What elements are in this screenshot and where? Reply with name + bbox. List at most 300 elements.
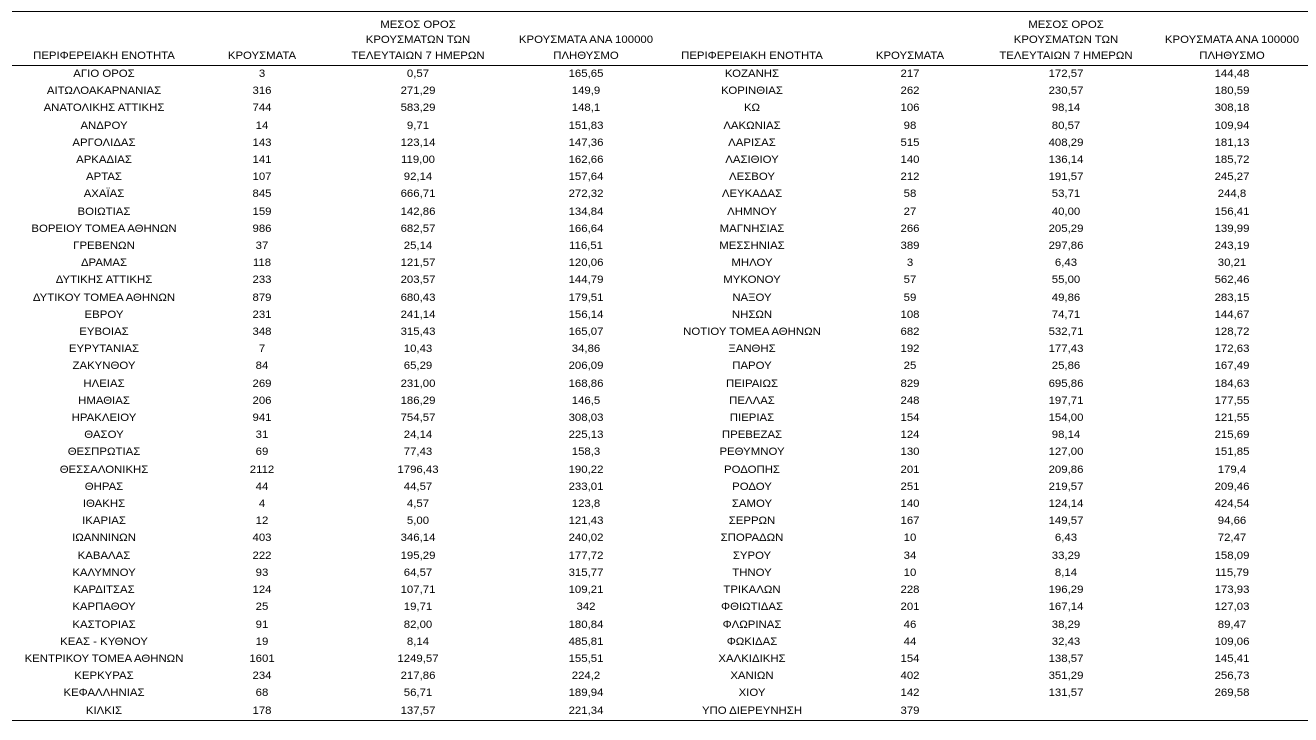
header-avg7-text: ΜΕΣΟΣ ΟΡΟΣ ΚΡΟΥΣΜΑΤΩΝ ΤΩΝ ΤΕΛΕΥΤΑΙΩΝ 7 ΗΜΕΡΩΝ xyxy=(999,18,1133,62)
cell-avg7: 64,57 xyxy=(403,566,433,579)
cell-region: ΧΑΛΚΙΔΙΚΗΣ xyxy=(718,652,786,665)
cell-per100k: 244,8 xyxy=(1217,188,1247,201)
table-row xyxy=(12,255,664,272)
cell-avg7: 0,57 xyxy=(406,68,430,80)
cell-region: ΕΥΒΟΙΑΣ xyxy=(79,326,129,339)
cell-per100k: 116,51 xyxy=(569,240,603,253)
cell-per100k: 166,64 xyxy=(568,222,604,235)
cell-cases: 178 xyxy=(252,704,272,717)
table-row xyxy=(660,496,1308,513)
cell-per100k: 168,86 xyxy=(568,377,604,390)
cell-region: ΝΑΞΟΥ xyxy=(732,291,772,304)
cell-region: ΤΗΝΟΥ xyxy=(732,566,772,579)
cell-region: ΜΕΣΣΗΝΙΑΣ xyxy=(719,240,785,253)
table-row xyxy=(12,100,664,117)
left-cases-table xyxy=(12,11,664,721)
cell-cases: 12 xyxy=(255,515,269,528)
table-row xyxy=(12,341,664,358)
cell-region: ΕΥΡΥΤΑΝΙΑΣ xyxy=(68,343,140,356)
cell-region: ΠΙΕΡΙΑΣ xyxy=(729,412,775,425)
cell-region: ΗΜΑΘΙΑΣ xyxy=(78,394,130,407)
cell-cases: 192 xyxy=(900,343,920,356)
cell-region: ΚΑΣΤΟΡΙΑΣ xyxy=(72,618,136,631)
cell-region: ΧΙΟΥ xyxy=(738,687,766,700)
cell-region: ΝΗΣΩΝ xyxy=(731,308,773,321)
cell-region: ΚΑΛΥΜΝΟΥ xyxy=(72,566,136,579)
cell-cases: 316 xyxy=(252,85,272,98)
cell-avg7: 186,29 xyxy=(400,394,436,407)
cell-avg7: 49,86 xyxy=(1051,291,1081,304)
table-row xyxy=(660,444,1308,461)
cell-avg7: 191,57 xyxy=(1048,171,1084,184)
cell-per100k: 120,06 xyxy=(568,257,604,270)
cell-cases: 3 xyxy=(906,257,914,270)
cell-region: ΛΑΚΩΝΙΑΣ xyxy=(723,119,781,132)
cell-per100k: 562,46 xyxy=(1214,274,1250,287)
cell-region: ΚΑΡΠΑΘΟΥ xyxy=(72,601,136,614)
table-row xyxy=(660,186,1308,203)
cell-region: ΘΕΣΠΡΩΤΙΑΣ xyxy=(67,446,141,459)
cell-cases: 941 xyxy=(252,412,272,425)
header-avg7 xyxy=(976,12,1156,66)
cell-per100k: 30,21 xyxy=(1217,257,1247,270)
cell-avg7: 346,14 xyxy=(400,532,436,545)
cell-region: ΚΕΡΚΥΡΑΣ xyxy=(74,670,134,683)
cell-per100k: 179,4 xyxy=(1217,463,1247,476)
cell-per100k: 165,07 xyxy=(568,326,604,339)
table-row xyxy=(12,272,664,289)
cell-cases: 2112 xyxy=(249,463,275,476)
cell-avg7: 197,71 xyxy=(1048,394,1084,407)
cell-per100k: 72,47 xyxy=(1217,532,1247,545)
table-row xyxy=(660,548,1308,565)
cell-region: ΑΝΔΡΟΥ xyxy=(80,119,128,132)
table-row xyxy=(12,651,664,668)
cell-avg7: 9,71 xyxy=(406,119,430,132)
cell-cases: 19 xyxy=(255,635,269,648)
table-row xyxy=(660,393,1308,410)
cell-region: ΚΟΖΑΝΗΣ xyxy=(724,68,780,80)
cell-region: ΣΕΡΡΩΝ xyxy=(728,515,776,528)
cell-avg7: 74,71 xyxy=(1051,308,1081,321)
cell-cases: 130 xyxy=(900,446,920,459)
cell-region: ΑΡΓΟΛΙΔΑΣ xyxy=(72,136,136,149)
cell-cases: 248 xyxy=(900,394,920,407)
header-per100k-text: ΚΡΟΥΣΜΑΤΑ ΑΝΑ 100000 ΠΛΗΘΥΣΜΟ xyxy=(1164,34,1300,62)
table-row xyxy=(660,238,1308,255)
cell-avg7: 695,86 xyxy=(1048,377,1084,390)
cell-per100k: 89,47 xyxy=(1217,618,1247,631)
cell-avg7: 77,43 xyxy=(403,446,433,459)
cell-avg7: 107,71 xyxy=(400,584,436,597)
cell-per100k: 167,49 xyxy=(1214,360,1250,373)
table-row xyxy=(660,152,1308,169)
table-row xyxy=(12,703,664,721)
table-row xyxy=(660,135,1308,152)
cell-cases: 222 xyxy=(252,549,272,562)
cell-avg7: 40,00 xyxy=(1051,205,1081,218)
cell-avg7: 80,57 xyxy=(1051,119,1081,132)
cell-cases: 107 xyxy=(252,171,272,184)
cell-region: ΔΥΤΙΚΗΣ ΑΤΤΙΚΗΣ xyxy=(55,274,153,287)
cell-cases: 403 xyxy=(252,532,272,545)
cell-avg7: 82,00 xyxy=(403,618,433,631)
header-region: ΠΕΡΙΦΕΡΕΙΑΚΗ ΕΝΟΤΗΤΑ xyxy=(33,49,175,62)
cell-avg7: 5,00 xyxy=(406,515,430,528)
cell-region: ΑΝΑΤΟΛΙΚΗΣ ΑΤΤΙΚΗΣ xyxy=(43,102,165,115)
cell-per100k: 148,1 xyxy=(571,102,601,115)
cell-cases: 4 xyxy=(258,498,266,511)
cell-cases: 234 xyxy=(252,670,272,683)
cell-cases: 106 xyxy=(900,102,920,115)
cell-cases: 3 xyxy=(258,68,266,80)
cell-avg7: 195,29 xyxy=(400,549,436,562)
table-row xyxy=(12,307,664,324)
cell-cases: 118 xyxy=(252,257,272,270)
cell-cases: 262 xyxy=(900,85,920,98)
cell-per100k: 121,55 xyxy=(1214,412,1250,425)
cell-cases: 879 xyxy=(252,291,272,304)
cell-per100k: 94,66 xyxy=(1217,515,1247,528)
cell-cases: 266 xyxy=(900,222,920,235)
cell-per100k: 308,18 xyxy=(1214,102,1250,115)
cell-per100k: 123,8 xyxy=(571,498,601,511)
cell-cases: 389 xyxy=(900,240,920,253)
cell-region: ΜΥΚΟΝΟΥ xyxy=(723,274,781,287)
cell-cases: 84 xyxy=(255,360,269,373)
cell-region: ΑΙΤΩΛΟΑΚΑΡΝΑΝΙΑΣ xyxy=(46,85,162,98)
cell-avg7: 680,43 xyxy=(400,291,436,304)
cell-per100k: 180,59 xyxy=(1214,85,1250,98)
cell-avg7: 209,86 xyxy=(1048,463,1084,476)
cell-per100k: 165,65 xyxy=(568,68,604,80)
cell-per100k: 240,02 xyxy=(568,532,604,545)
cell-per100k: 146,5 xyxy=(571,394,601,407)
cell-per100k: 184,63 xyxy=(1214,377,1250,390)
cell-cases: 515 xyxy=(900,136,920,149)
cell-per100k: 256,73 xyxy=(1214,670,1250,683)
cell-region: ΑΓΙΟ ΟΡΟΣ xyxy=(73,68,135,80)
cell-avg7: 583,29 xyxy=(400,102,436,115)
table-row xyxy=(12,668,664,685)
cell-per100k: 151,83 xyxy=(568,119,604,132)
cell-region: ΧΑΝΙΩΝ xyxy=(730,670,774,683)
cell-per100k xyxy=(1156,703,1308,721)
cell-per100k: 272,32 xyxy=(568,188,604,201)
cell-per100k: 221,34 xyxy=(568,704,604,717)
cell-avg7: 98,14 xyxy=(1051,429,1081,442)
table-row xyxy=(12,358,664,375)
cell-avg7: 149,57 xyxy=(1048,515,1084,528)
header-avg7 xyxy=(328,12,508,66)
cell-cases: 402 xyxy=(900,670,920,683)
table-row xyxy=(660,513,1308,530)
cell-region: ΔΡΑΜΑΣ xyxy=(80,257,128,270)
table-row xyxy=(660,169,1308,186)
table-row xyxy=(12,393,664,410)
cell-per100k: 485,81 xyxy=(568,635,604,648)
table-row xyxy=(12,118,664,135)
cell-per100k: 147,36 xyxy=(568,136,604,149)
table-row xyxy=(660,530,1308,547)
cell-avg7: 1249,57 xyxy=(397,652,439,665)
cell-per100k: 308,03 xyxy=(568,412,604,425)
table-row xyxy=(12,496,664,513)
cell-per100k: 172,63 xyxy=(1214,343,1250,356)
cell-region: ΦΛΩΡΙΝΑΣ xyxy=(722,618,782,631)
cell-avg7: 32,43 xyxy=(1051,635,1081,648)
cell-cases: 59 xyxy=(903,291,917,304)
cell-avg7: 19,71 xyxy=(403,601,433,614)
table-row xyxy=(660,479,1308,496)
cell-cases: 46 xyxy=(903,618,917,631)
cell-cases: 25 xyxy=(255,601,269,614)
cell-per100k: 189,94 xyxy=(568,687,604,700)
cell-cases: 201 xyxy=(900,601,920,614)
cell-cases: 201 xyxy=(900,463,920,476)
table-row xyxy=(12,634,664,651)
table-row xyxy=(660,685,1308,702)
cell-avg7: 172,57 xyxy=(1048,68,1084,80)
cell-region: ΜΗΛΟΥ xyxy=(731,257,773,270)
table-row xyxy=(660,582,1308,599)
table-row xyxy=(12,444,664,461)
table-row xyxy=(660,462,1308,479)
cell-avg7: 196,29 xyxy=(1048,584,1084,597)
cell-region: ΙΚΑΡΙΑΣ xyxy=(82,515,126,528)
cell-per100k: 115,79 xyxy=(1215,566,1249,579)
header-per100k xyxy=(508,12,664,66)
cell-cases: 10 xyxy=(903,566,917,579)
cell-per100k: 109,94 xyxy=(1214,119,1250,132)
table-row xyxy=(12,685,664,702)
header-cases: ΚΡΟΥΣΜΑΤΑ xyxy=(227,49,297,62)
cell-cases: 58 xyxy=(903,188,917,201)
cell-region: ΒΟΡΕΙΟΥ ΤΟΜΕΑ ΑΘΗΝΩΝ xyxy=(31,222,177,235)
cell-avg7: 154,00 xyxy=(1048,412,1084,425)
cell-avg7: 219,57 xyxy=(1048,480,1084,493)
table-row xyxy=(12,410,664,427)
cell-avg7: 138,57 xyxy=(1048,652,1084,665)
cell-avg7: 754,57 xyxy=(400,412,436,425)
cell-cases: 212 xyxy=(900,171,920,184)
cell-region: ΣΠΟΡΑΔΩΝ xyxy=(720,532,784,545)
table-row xyxy=(12,427,664,444)
table-row xyxy=(12,548,664,565)
cell-region: ΤΡΙΚΑΛΩΝ xyxy=(723,584,781,597)
table-row xyxy=(12,565,664,582)
cell-avg7: 55,00 xyxy=(1051,274,1081,287)
cell-cases: 34 xyxy=(903,549,917,562)
cell-per100k: 144,79 xyxy=(568,274,604,287)
table-row xyxy=(12,376,664,393)
left-header-row xyxy=(12,12,664,66)
cell-region: ΙΘΑΚΗΣ xyxy=(82,498,126,511)
cell-avg7: 38,29 xyxy=(1051,618,1081,631)
cell-avg7: 65,29 xyxy=(403,360,433,373)
cell-cases: 140 xyxy=(900,498,920,511)
cell-cases: 98 xyxy=(903,119,917,132)
cell-avg7: 25,86 xyxy=(1051,360,1081,373)
cell-avg7: 124,14 xyxy=(1048,498,1084,511)
table-row xyxy=(12,169,664,186)
table-row xyxy=(12,238,664,255)
cell-cases: 159 xyxy=(252,205,272,218)
cell-per100k: 158,09 xyxy=(1214,549,1250,562)
cell-cases: 829 xyxy=(900,377,920,390)
cell-avg7: 351,29 xyxy=(1048,670,1084,683)
cell-cases: 348 xyxy=(252,326,272,339)
table-row xyxy=(660,617,1308,634)
table-row xyxy=(12,66,664,84)
cell-region: ΚΕΦΑΛΛΗΝΙΑΣ xyxy=(63,687,145,700)
right-cases-table xyxy=(660,11,1308,721)
cell-region: ΒΟΙΩΤΙΑΣ xyxy=(77,205,131,218)
cell-cases: 10 xyxy=(903,532,917,545)
cell-avg7: 297,86 xyxy=(1048,240,1084,253)
cell-cases: 154 xyxy=(900,412,920,425)
cell-cases: 744 xyxy=(252,102,272,115)
cell-cases: 206 xyxy=(252,394,272,407)
cell-per100k: 177,72 xyxy=(568,549,604,562)
cell-avg7: 230,57 xyxy=(1048,85,1084,98)
table-row xyxy=(12,186,664,203)
cell-cases: 93 xyxy=(255,566,269,579)
cell-avg7: 98,14 xyxy=(1051,102,1081,115)
table-row xyxy=(660,324,1308,341)
table-row xyxy=(660,204,1308,221)
cell-cases: 27 xyxy=(903,205,917,218)
cell-avg7: 33,29 xyxy=(1051,549,1081,562)
cell-region: ΘΕΣΣΑΛΟΝΙΚΗΣ xyxy=(59,463,149,476)
cell-cases: 167 xyxy=(900,515,920,528)
cell-avg7: 666,71 xyxy=(400,188,436,201)
cell-cases: 124 xyxy=(900,429,920,442)
cell-avg7: 315,43 xyxy=(400,326,436,339)
cell-avg7: 1796,43 xyxy=(397,463,439,476)
cell-avg7: 271,29 xyxy=(400,85,436,98)
cell-cases: 44 xyxy=(255,480,269,493)
cell-region: ΚΑΡΔΙΤΣΑΣ xyxy=(73,584,135,597)
cell-avg7: 231,00 xyxy=(400,377,436,390)
cell-avg7: 123,14 xyxy=(400,136,436,149)
cell-per100k: 173,93 xyxy=(1214,584,1250,597)
cell-region: ΦΘΙΩΤΙΔΑΣ xyxy=(721,601,783,614)
right-header-row xyxy=(660,12,1308,66)
cell-cases: 57 xyxy=(903,274,917,287)
table-row xyxy=(12,290,664,307)
cell-region: ΚΕΑΣ - ΚΥΘΝΟΥ xyxy=(60,635,148,648)
cell-cases: 68 xyxy=(255,687,269,700)
cell-per100k: 181,13 xyxy=(1214,136,1250,149)
cell-per100k: 243,19 xyxy=(1214,240,1250,253)
table-row xyxy=(660,341,1308,358)
cell-cases: 69 xyxy=(255,446,269,459)
table-row xyxy=(660,100,1308,117)
cell-avg7: 142,86 xyxy=(400,205,436,218)
cell-avg7: 44,57 xyxy=(403,480,433,493)
table-row xyxy=(12,582,664,599)
cell-avg7: 8,14 xyxy=(1054,566,1078,579)
cell-avg7: 92,14 xyxy=(403,171,433,184)
cell-avg7: 119,00 xyxy=(401,154,435,167)
cell-cases: 1601 xyxy=(249,652,275,665)
table-row xyxy=(660,66,1308,84)
cell-avg7: 177,43 xyxy=(1048,343,1084,356)
cell-avg7: 4,57 xyxy=(406,498,430,511)
cell-avg7: 682,57 xyxy=(400,222,436,235)
cell-per100k: 224,2 xyxy=(571,670,601,683)
table-row xyxy=(12,152,664,169)
cell-region: ΘΑΣΟΥ xyxy=(84,429,124,442)
cell-avg7: 6,43 xyxy=(1054,257,1078,270)
header-region: ΠΕΡΙΦΕΡΕΙΑΚΗ ΕΝΟΤΗΤΑ xyxy=(681,49,823,62)
cell-avg7: 8,14 xyxy=(406,635,430,648)
cell-region: ΕΒΡΟΥ xyxy=(84,308,124,321)
cell-cases: 231 xyxy=(252,308,272,321)
cell-avg7: 131,57 xyxy=(1048,687,1084,700)
cell-per100k: 156,14 xyxy=(568,308,604,321)
header-per100k-text: ΚΡΟΥΣΜΑΤΑ ΑΝΑ 100000 ΠΛΗΘΥΣΜΟ xyxy=(518,34,654,62)
cell-region: ΚΙΛΚΙΣ xyxy=(85,704,123,717)
header-cases: ΚΡΟΥΣΜΑΤΑ xyxy=(875,49,945,62)
cell-region: ΚΑΒΑΛΑΣ xyxy=(77,549,131,562)
table-row xyxy=(12,83,664,100)
cell-region: ΥΠΟ ΔΙΕΡΕΥΝΗΣΗ xyxy=(701,704,803,717)
table-row xyxy=(12,462,664,479)
cell-cases: 142 xyxy=(900,687,920,700)
cell-avg7: 56,71 xyxy=(403,687,433,700)
cell-per100k: 127,03 xyxy=(1214,601,1250,614)
cell-avg7: 532,71 xyxy=(1048,326,1084,339)
cell-per100k: 342 xyxy=(576,601,596,614)
cell-region: ΠΑΡΟΥ xyxy=(732,360,772,373)
cell-per100k: 121,43 xyxy=(568,515,604,528)
table-row xyxy=(660,410,1308,427)
cell-region: ΠΡΕΒΕΖΑΣ xyxy=(721,429,783,442)
cell-per100k: 139,99 xyxy=(1214,222,1250,235)
cell-per100k: 144,48 xyxy=(1214,68,1250,80)
cell-cases: 251 xyxy=(900,480,920,493)
cell-cases: 682 xyxy=(900,326,920,339)
cell-per100k: 145,41 xyxy=(1214,652,1250,665)
cell-cases: 25 xyxy=(903,360,917,373)
cell-per100k: 283,15 xyxy=(1214,291,1250,304)
cell-per100k: 144,67 xyxy=(1214,308,1250,321)
cell-per100k: 209,46 xyxy=(1214,480,1250,493)
table-row xyxy=(12,324,664,341)
cell-cases: 14 xyxy=(255,119,269,132)
cell-region: ΣΑΜΟΥ xyxy=(731,498,773,511)
cell-avg7: 127,00 xyxy=(1048,446,1084,459)
cell-avg7: 10,43 xyxy=(403,343,433,356)
cell-cases: 217 xyxy=(900,68,920,80)
cell-region: ΙΩΑΝΝΙΝΩΝ xyxy=(72,532,136,545)
table-row xyxy=(660,307,1308,324)
cell-avg7: 241,14 xyxy=(400,308,436,321)
cell-per100k: 128,72 xyxy=(1214,326,1250,339)
table-row xyxy=(12,135,664,152)
right-table-body xyxy=(660,66,1308,721)
cell-cases: 141 xyxy=(252,154,272,167)
header-avg7-text: ΜΕΣΟΣ ΟΡΟΣ ΚΡΟΥΣΜΑΤΩΝ ΤΩΝ ΤΕΛΕΥΤΑΙΩΝ 7 ΗΜΕΡΩΝ xyxy=(351,18,485,62)
cell-per100k: 177,55 xyxy=(1214,394,1250,407)
cell-region: ΑΡΚΑΔΙΑΣ xyxy=(76,154,132,167)
cell-per100k: 158,3 xyxy=(571,446,601,459)
cell-region: ΛΗΜΝΟΥ xyxy=(727,205,777,218)
cell-region: ΛΕΥΚΑΔΑΣ xyxy=(721,188,783,201)
cell-avg7: 217,86 xyxy=(400,670,436,683)
